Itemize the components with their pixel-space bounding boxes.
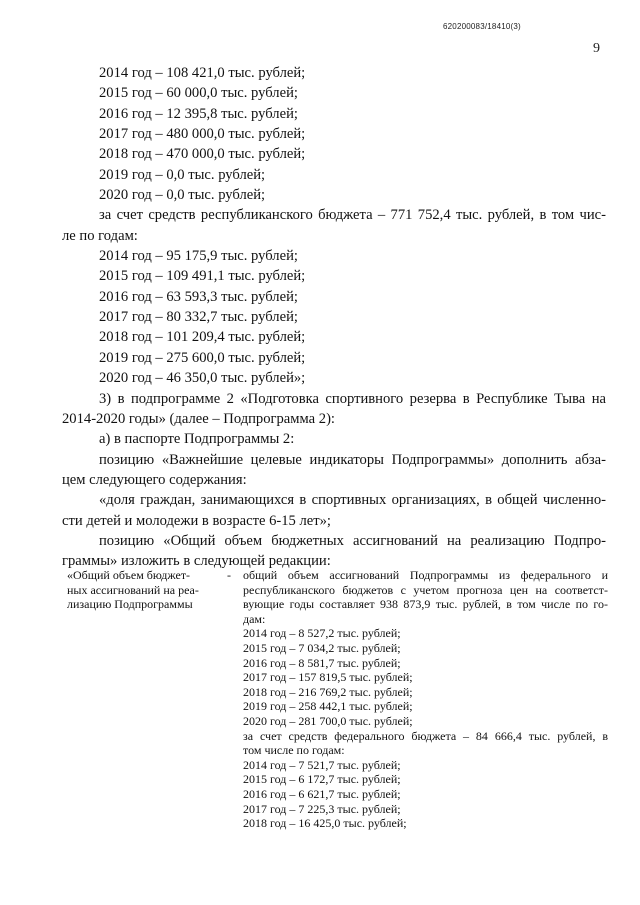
paragraph-line: позицию «Общий объем бюджетных ассигнований на реализацию Подпро- xyxy=(99,532,606,549)
table-dash: - xyxy=(227,568,231,582)
document-body xyxy=(0,63,640,572)
table-text-line: дам: xyxy=(243,611,266,626)
paragraph-line: цем следующего содержания: xyxy=(62,471,247,488)
funding-line: 2015 год – 60 000,0 тыс. рублей; xyxy=(99,85,298,102)
paragraph-line: позицию «Важнейшие целевые индикаторы Подпрограммы» дополнить абза- xyxy=(99,451,606,468)
document-id: 620200083/18410(3) xyxy=(443,22,521,31)
paragraph-line: за счет средств республиканского бюджета – 771 752,4 тыс. рублей, в том чис- xyxy=(99,207,606,224)
table-left-cell xyxy=(67,568,217,612)
paragraph-line: 3) в подпрограмме 2 «Подготовка спортивного резерва в Республике Тыва на xyxy=(99,390,606,407)
table-funding-line: 2015 год – 6 172,7 тыс. рублей; xyxy=(243,772,401,787)
table-funding-line: 2018 год – 16 425,0 тыс. рублей; xyxy=(243,816,407,831)
table-funding-line: 2020 год – 281 700,0 тыс. рублей; xyxy=(243,713,413,728)
funding-line: 2015 год – 109 491,1 тыс. рублей; xyxy=(99,268,306,285)
table-text-line: за счет средств федерального бюджета – 84 666,4 тыс. рублей, в xyxy=(243,728,608,743)
funding-line: 2014 год – 95 175,9 тыс. рублей; xyxy=(99,248,298,265)
funding-line: 2018 год – 101 209,4 тыс. рублей; xyxy=(99,329,306,346)
table-text-line: том числе по годам: xyxy=(243,743,345,758)
paragraph-line: 2014-2020 годы» (далее – Подпрограмма 2): xyxy=(62,410,335,427)
table-label-line: лизацию Подпрограммы xyxy=(67,597,193,612)
paragraph-line: а) в паспорте Подпрограммы 2: xyxy=(99,431,295,448)
funding-line: 2019 год – 275 600,0 тыс. рублей; xyxy=(99,349,306,366)
table-funding-line: 2019 год – 258 442,1 тыс. рублей; xyxy=(243,699,413,714)
table-text-line: общий объем ассигнований Подпрограммы из федерального и xyxy=(243,568,608,582)
table-funding-line: 2014 год – 8 527,2 тыс. рублей; xyxy=(243,626,401,641)
funding-line: 2016 год – 63 593,3 тыс. рублей; xyxy=(99,288,298,305)
table-label-line: ных ассигнований на реа- xyxy=(67,582,199,597)
table-funding-line: 2016 год – 6 621,7 тыс. рублей; xyxy=(243,786,401,801)
paragraph-line: граммы» изложить в следующей редакции: xyxy=(62,553,331,570)
table-text-line: вующие годы составляет 938 873,9 тыс. рублей, в том числе по го- xyxy=(243,597,608,612)
funding-line: 2017 год – 480 000,0 тыс. рублей; xyxy=(99,126,306,143)
table-right-cell xyxy=(243,568,608,831)
funding-line: 2019 год – 0,0 тыс. рублей; xyxy=(99,166,266,183)
page-number: 9 xyxy=(593,41,600,56)
paragraph-line: ле по годам: xyxy=(62,227,138,244)
table-funding-line: 2016 год – 8 581,7 тыс. рублей; xyxy=(243,655,401,670)
funding-line: 2017 год – 80 332,7 тыс. рублей; xyxy=(99,309,298,326)
funding-line: 2020 год – 0,0 тыс. рублей; xyxy=(99,187,266,204)
paragraph-line: сти детей и молодежи в возрасте 6-15 лет»; xyxy=(62,512,331,529)
table-funding-line: 2018 год – 216 769,2 тыс. рублей; xyxy=(243,684,413,699)
paragraph-line: «доля граждан, занимающихся в спортивных организациях, в общей численно- xyxy=(99,492,606,509)
funding-line: 2014 год – 108 421,0 тыс. рублей; xyxy=(99,65,306,81)
funding-line: 2018 год – 470 000,0 тыс. рублей; xyxy=(99,146,306,163)
funding-line: 2020 год – 46 350,0 тыс. рублей»; xyxy=(99,370,306,387)
table-funding-line: 2017 год – 157 819,5 тыс. рублей; xyxy=(243,670,413,685)
table-funding-line: 2015 год – 7 034,2 тыс. рублей; xyxy=(243,640,401,655)
table-text-line: республиканского бюджетов с учетом прогноза цен на соответст- xyxy=(243,582,608,597)
funding-line: 2016 год – 12 395,8 тыс. рублей; xyxy=(99,105,298,122)
table-funding-line: 2014 год – 7 521,7 тыс. рублей; xyxy=(243,757,401,772)
table-label-line: «Общий объем бюджет- xyxy=(67,568,191,582)
table-funding-line: 2017 год – 7 225,3 тыс. рублей; xyxy=(243,801,401,816)
